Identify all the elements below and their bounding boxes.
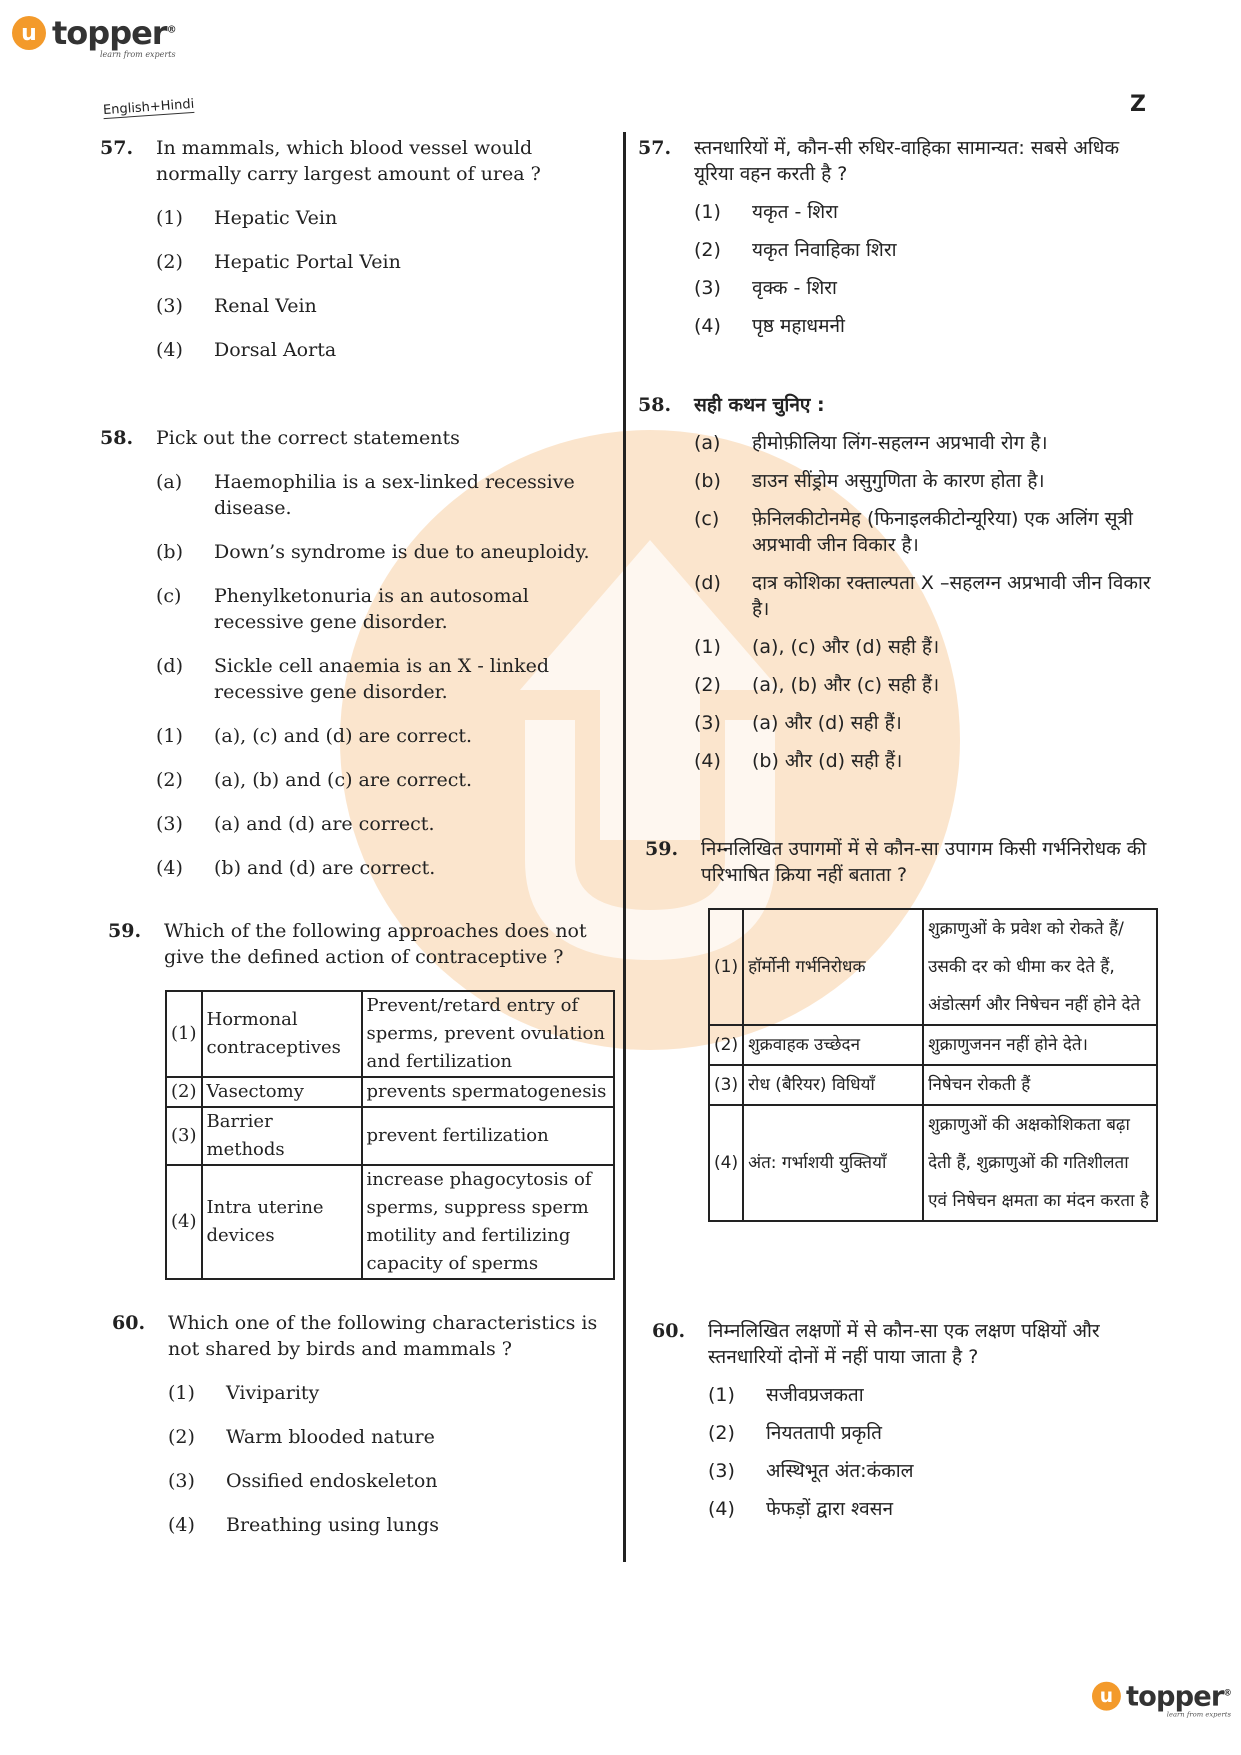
statement: (a) हीमोफ़ीलिया लिंग-सहलग्न अप्रभावी रोग है।: [694, 432, 1048, 454]
question-59-en: [108, 918, 623, 970]
table-row[interactable]: (2) Vasectomy prevents spermatogenesis: [166, 1077, 614, 1107]
topper-mark: u: [12, 16, 46, 50]
question-stem: Pick out the correct statements: [156, 427, 460, 449]
statement: (b) Down’s syndrome is due to aneuploidy.: [156, 541, 590, 563]
question-57-hi: [638, 135, 1158, 339]
option[interactable]: (2) Warm blooded nature: [168, 1426, 435, 1448]
paper-code: Z: [1130, 92, 1146, 117]
question-number: 58.: [638, 394, 672, 416]
option[interactable]: (1) (a), (c) and (d) are correct.: [156, 725, 473, 747]
statement: (a) Haemophilia is a sex-linked recessive disease.: [156, 471, 575, 519]
option[interactable]: (2) Hepatic Portal Vein: [156, 251, 401, 273]
option[interactable]: (3) Renal Vein: [156, 295, 317, 317]
topper-tagline: learn from experts: [1166, 1710, 1232, 1719]
topper-tagline: learn from experts: [100, 50, 176, 59]
option[interactable]: (1) सजीवप्रजकता: [708, 1384, 864, 1406]
contraceptive-table-en: [165, 990, 615, 1280]
option[interactable]: (2) (a), (b) और (c) सही हैं।: [694, 674, 940, 696]
question-58-en: [100, 425, 620, 881]
option[interactable]: (4) Breathing using lungs: [168, 1514, 439, 1536]
question-number: 57.: [100, 137, 134, 159]
statement: (c) Phenylketonuria is an autosomal recessive gene disorder.: [156, 585, 529, 633]
option[interactable]: (3) (a) and (d) are correct.: [156, 813, 435, 835]
topper-wordmark: topper®: [1126, 1680, 1232, 1713]
question-number: 57.: [638, 137, 672, 159]
option[interactable]: (1) Hepatic Vein: [156, 207, 338, 229]
topper-mark: u: [1092, 1682, 1121, 1711]
question-60-hi: [652, 1318, 1172, 1522]
language-tag: English+Hindi: [102, 96, 195, 119]
contraceptive-table-hi: [708, 908, 1158, 1222]
option[interactable]: (3) Ossified endoskeleton: [168, 1470, 438, 1492]
option[interactable]: (1) यकृत - शिरा: [694, 201, 838, 223]
table-row[interactable]: (4) Intra uterine devices increase phagocytosis of sperms, suppress sperm motility and fertilizing capacity of sperms: [166, 1165, 614, 1279]
option[interactable]: (4) फेफड़ों द्वारा श्वसन: [708, 1498, 894, 1520]
option[interactable]: (4) (b) और (d) सही हैं।: [694, 750, 903, 772]
option[interactable]: (3) वृक्क - शिरा: [694, 277, 837, 299]
table-row[interactable]: (1) Hormonal contraceptives Prevent/retard entry of sperms, prevent ovulation and fertilization: [166, 991, 614, 1077]
question-stem: Which one of the following characteristics is not shared by birds and mammals ?: [168, 1312, 598, 1360]
option[interactable]: (4) Dorsal Aorta: [156, 339, 337, 361]
question-stem: सही कथन चुनिए :: [694, 394, 825, 416]
question-number: 60.: [652, 1320, 686, 1342]
statement: (b) डाउन सींड्रोम असुगुणिता के कारण होता है।: [694, 470, 1045, 492]
question-number: 60.: [112, 1312, 146, 1334]
question-60-en: [112, 1310, 627, 1538]
option[interactable]: (3) अस्थिभूत अंत:कंकाल: [708, 1460, 914, 1482]
table-row[interactable]: (3) Barrier methods prevent fertilization: [166, 1107, 614, 1165]
question-57-en: [100, 135, 615, 363]
table-row[interactable]: (3) रोध (बैरियर) विधियाँ निषेचन रोकती हैं: [709, 1065, 1157, 1105]
option[interactable]: (1) (a), (c) और (d) सही हैं।: [694, 636, 940, 658]
statement: (d) दात्र कोशिका रक्ताल्पता X –सहलग्न अप्रभावी जीन विकार है।: [694, 572, 1151, 620]
option[interactable]: (2) (a), (b) and (c) are correct.: [156, 769, 473, 791]
option[interactable]: (4) पृष्ठ महाधमनी: [694, 315, 845, 337]
question-59-hi: [645, 836, 1165, 888]
table-row[interactable]: (4) अंत: गर्भाशयी युक्तियाँ शुक्राणुओं की अक्षकोशिकता बढ़ा देती हैं, शुक्राणुओं की गतिशीलता एवं निषेचन क्षमता का मंदन करता है: [709, 1105, 1157, 1221]
question-number: 58.: [100, 427, 134, 449]
option[interactable]: (3) (a) और (d) सही हैं।: [694, 712, 902, 734]
topper-logo: [12, 14, 176, 59]
question-number: 59.: [108, 920, 142, 942]
option[interactable]: (4) (b) and (d) are correct.: [156, 857, 436, 879]
topper-logo-footer: [1092, 1680, 1232, 1719]
table-row[interactable]: (2) शुक्रवाहक उच्छेदन शुक्राणुजनन नहीं होने देते।: [709, 1025, 1157, 1065]
question-58-hi: [638, 392, 1158, 774]
option[interactable]: (2) नियततापी प्रकृति: [708, 1422, 882, 1444]
option[interactable]: (1) Viviparity: [168, 1382, 320, 1404]
question-stem: निम्नलिखित उपागमों में से कौन-सा उपागम किसी गर्भनिरोधक की परिभाषित क्रिया नहीं बताता ?: [701, 838, 1147, 886]
question-stem: स्तनधारियों में, कौन-सी रुधिर-वाहिका सामान्यत: सबसे अधिक यूरिया वहन करती है ?: [694, 137, 1120, 185]
question-stem: Which of the following approaches does not give the defined action of contraceptive ?: [164, 920, 587, 968]
table-row[interactable]: (1) हॉर्मोनी गर्भनिरोधक शुक्राणुओं के प्रवेश को रोकते हैं/उसकी दर को धीमा कर देते हैं, अंडोत्सर्ग और निषेचन नहीं होने देते: [709, 909, 1157, 1025]
question-stem: निम्नलिखित लक्षणों में से कौन-सा एक लक्षण पक्षियों और स्तनधारियों दोनों में नहीं पाया जाता है ?: [708, 1320, 1100, 1368]
option[interactable]: (2) यकृत निवाहिका शिरा: [694, 239, 897, 261]
statement: (d) Sickle cell anaemia is an X - linked recessive gene disorder.: [156, 655, 550, 703]
question-stem: In mammals, which blood vessel would normally carry largest amount of urea ?: [156, 137, 541, 185]
statement: (c) फ़ेनिलकीटोनमेह (फिनाइलकीटोन्यूरिया) एक अलिंग सूत्री अप्रभावी जीन विकार है।: [694, 508, 1133, 556]
topper-wordmark: topper®: [52, 14, 176, 52]
question-number: 59.: [645, 838, 679, 860]
